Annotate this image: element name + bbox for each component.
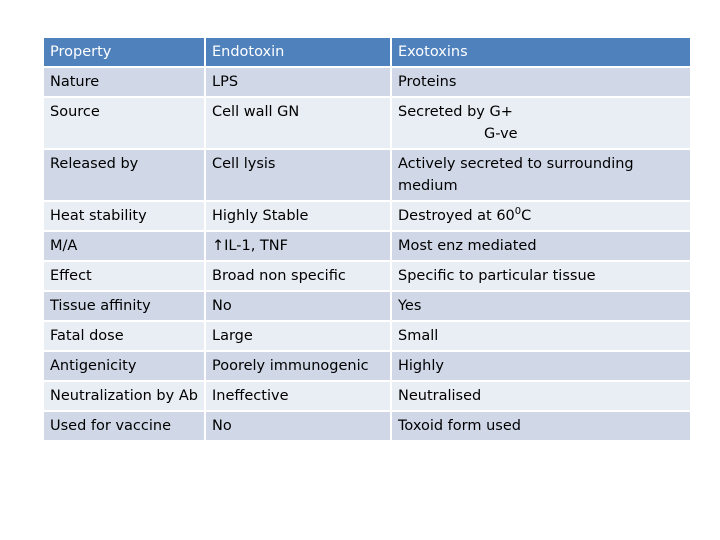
cell-exotoxins bbox=[391, 201, 691, 231]
cell-property: Heat stability bbox=[43, 201, 205, 231]
cell-endotoxin: Poorely immunogenic bbox=[205, 351, 391, 381]
cell-exotoxins: Toxoid form used bbox=[391, 411, 691, 441]
comparison-table-container bbox=[42, 36, 690, 442]
cell-property: Effect bbox=[43, 261, 205, 291]
cell-property: Released by bbox=[43, 149, 205, 201]
table-row bbox=[43, 291, 691, 321]
table-row bbox=[43, 97, 691, 149]
table-row bbox=[43, 321, 691, 351]
table-header-row bbox=[43, 37, 691, 67]
cell-exotoxins-line1: Secreted by G+ bbox=[398, 104, 513, 120]
cell-endotoxin: LPS bbox=[205, 67, 391, 97]
endotoxin-exotoxin-table bbox=[42, 36, 692, 442]
table-row bbox=[43, 411, 691, 441]
cell-property: Fatal dose bbox=[43, 321, 205, 351]
table-row bbox=[43, 149, 691, 201]
table-row bbox=[43, 351, 691, 381]
cell-exotoxins-text: Destroyed at 60 bbox=[398, 208, 515, 224]
cell-endotoxin: Cell wall GN bbox=[205, 97, 391, 149]
cell-exotoxins: Specific to particular tissue bbox=[391, 261, 691, 291]
table-row bbox=[43, 261, 691, 291]
table-row bbox=[43, 67, 691, 97]
cell-endotoxin: ↑IL-1, TNF bbox=[205, 231, 391, 261]
cell-exotoxins: Neutralised bbox=[391, 381, 691, 411]
cell-exotoxins-unit: C bbox=[521, 208, 532, 224]
cell-endotoxin: Ineffective bbox=[205, 381, 391, 411]
cell-exotoxins-line2: G-ve bbox=[484, 126, 518, 142]
cell-property: Used for vaccine bbox=[43, 411, 205, 441]
cell-endotoxin: No bbox=[205, 291, 391, 321]
table-row bbox=[43, 231, 691, 261]
table-row bbox=[43, 381, 691, 411]
header-exotoxins: Exotoxins bbox=[391, 37, 691, 67]
cell-property: Tissue affinity bbox=[43, 291, 205, 321]
cell-exotoxins: Yes bbox=[391, 291, 691, 321]
table-row bbox=[43, 201, 691, 231]
degree-superscript: 0 bbox=[514, 206, 522, 218]
cell-property: Source bbox=[43, 97, 205, 149]
cell-exotoxins: Actively secreted to surrounding medium bbox=[391, 149, 691, 201]
cell-exotoxins: Small bbox=[391, 321, 691, 351]
header-endotoxin: Endotoxin bbox=[205, 37, 391, 67]
cell-exotoxins: Proteins bbox=[391, 67, 691, 97]
cell-exotoxins: Highly bbox=[391, 351, 691, 381]
cell-endotoxin: Large bbox=[205, 321, 391, 351]
cell-exotoxins: Most enz mediated bbox=[391, 231, 691, 261]
cell-endotoxin: Cell lysis bbox=[205, 149, 391, 201]
cell-property: M/A bbox=[43, 231, 205, 261]
cell-endotoxin: Highly Stable bbox=[205, 201, 391, 231]
cell-property: Nature bbox=[43, 67, 205, 97]
cell-endotoxin: Broad non specific bbox=[205, 261, 391, 291]
header-property: Property bbox=[43, 37, 205, 67]
cell-exotoxins bbox=[391, 97, 691, 149]
cell-endotoxin: No bbox=[205, 411, 391, 441]
cell-property: Antigenicity bbox=[43, 351, 205, 381]
cell-property: Neutralization by Ab bbox=[43, 381, 205, 411]
